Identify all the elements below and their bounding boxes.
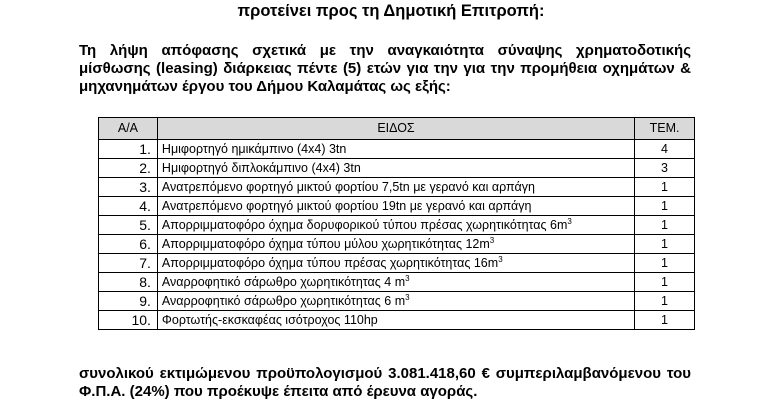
footer-paragraph: συνολικού εκτιμώμενου προϋπολογισμού 3.081.418,60 € συμπεριλαμβανόμενου του Φ.Π.Α. (24%) που προέκυψε έπειτα από έρευνα αγοράς. [79, 365, 691, 400]
row-item [157, 197, 634, 216]
table-row [99, 235, 695, 254]
vehicles-table [98, 117, 695, 330]
row-item [157, 273, 634, 292]
row-qty: 3 [635, 159, 695, 178]
table-row [99, 273, 695, 292]
header-item: ΕΙΔΟΣ [157, 118, 634, 140]
row-item-text: Απορριμματοφόρο όχημα τύπου πρέσας χωρητικότητας 16m [161, 255, 499, 270]
row-item [157, 311, 634, 330]
row-item-text: Ημιφορτηγό ημικάμπινο (4x4) 3tn [161, 141, 347, 156]
intro-paragraph: Τη λήψη απόφασης σχετικά με την αναγκαιότητα σύναψης χρηματοδοτικής μίσθωσης (leasing) διάρκειας πέντε (5) ετών για την για την προμήθεια οχημάτων & μηχανημάτων έργου του Δήμου Καλαμάτας ως εξής: [79, 42, 691, 95]
table-row [99, 197, 695, 216]
table-row [99, 254, 695, 273]
row-item-text: Φορτωτής-εκσκαφέας ισότροχος 110hp [161, 312, 378, 327]
row-item-text: Αναρροφητικό σάρωθρο χωρητικότητας 6 m [161, 293, 406, 308]
header-qty: ΤΕΜ. [635, 118, 695, 140]
row-item-sup: 3 [405, 273, 410, 283]
row-number: 5. [99, 216, 158, 235]
row-item-text: Αναρροφητικό σάρωθρο χωρητικότητας 4 m [161, 274, 406, 289]
table-row [99, 159, 695, 178]
row-item-sup: 3 [567, 216, 572, 226]
table-row [99, 140, 695, 159]
row-item-sup: 3 [498, 254, 503, 264]
row-number: 7. [99, 254, 158, 273]
row-item-sup: 3 [489, 235, 495, 245]
row-number: 6. [99, 235, 158, 254]
row-number: 2. [99, 159, 158, 178]
row-item [157, 178, 634, 197]
row-item [157, 140, 634, 159]
row-qty: 1 [635, 273, 695, 292]
row-item-text: Ανατρεπόμενο φορτηγό μικτού φορτίου 19tn με γερανό και αρπάγη [161, 198, 532, 213]
row-qty: 1 [635, 178, 695, 197]
row-item-text: Απορριμματοφόρο όχημα τύπου μύλου χωρητικότητας 12m [161, 236, 490, 251]
row-qty: 1 [635, 311, 695, 330]
row-qty: 1 [635, 197, 695, 216]
row-qty: 1 [635, 254, 695, 273]
row-qty: 1 [635, 292, 695, 311]
header-aa: Α/Α [99, 118, 158, 140]
row-item-text: Απορριμματοφόρο όχημα δορυφορικού τύπου πρέσας χωρητικότητας 6m [161, 217, 568, 232]
row-number: 3. [99, 178, 158, 197]
row-item-text: Ημιφορτηγό διπλοκάμπινο (4x4) 3tn [161, 160, 361, 175]
table-header-row [99, 118, 695, 140]
row-qty: 1 [635, 235, 695, 254]
row-item-sup: 3 [405, 292, 410, 302]
table-row [99, 292, 695, 311]
row-item [157, 292, 634, 311]
table-row [99, 216, 695, 235]
heading: προτείνει προς τη Δημοτική Επιτροπή: [237, 2, 545, 20]
row-item [157, 159, 634, 178]
row-item [157, 254, 634, 273]
table-row [99, 311, 695, 330]
row-item [157, 216, 634, 235]
row-number: 4. [99, 197, 158, 216]
row-qty: 4 [635, 140, 695, 159]
table-row [99, 178, 695, 197]
row-item-text: Ανατρεπόμενο φορτηγό μικτού φορτίου 7,5tn με γερανό και αρπάγη [161, 179, 535, 194]
row-qty: 1 [635, 216, 695, 235]
row-item [157, 235, 634, 254]
row-number: 9. [99, 292, 158, 311]
row-number: 1. [99, 140, 158, 159]
row-number: 8. [99, 273, 158, 292]
row-number: 10. [99, 311, 158, 330]
